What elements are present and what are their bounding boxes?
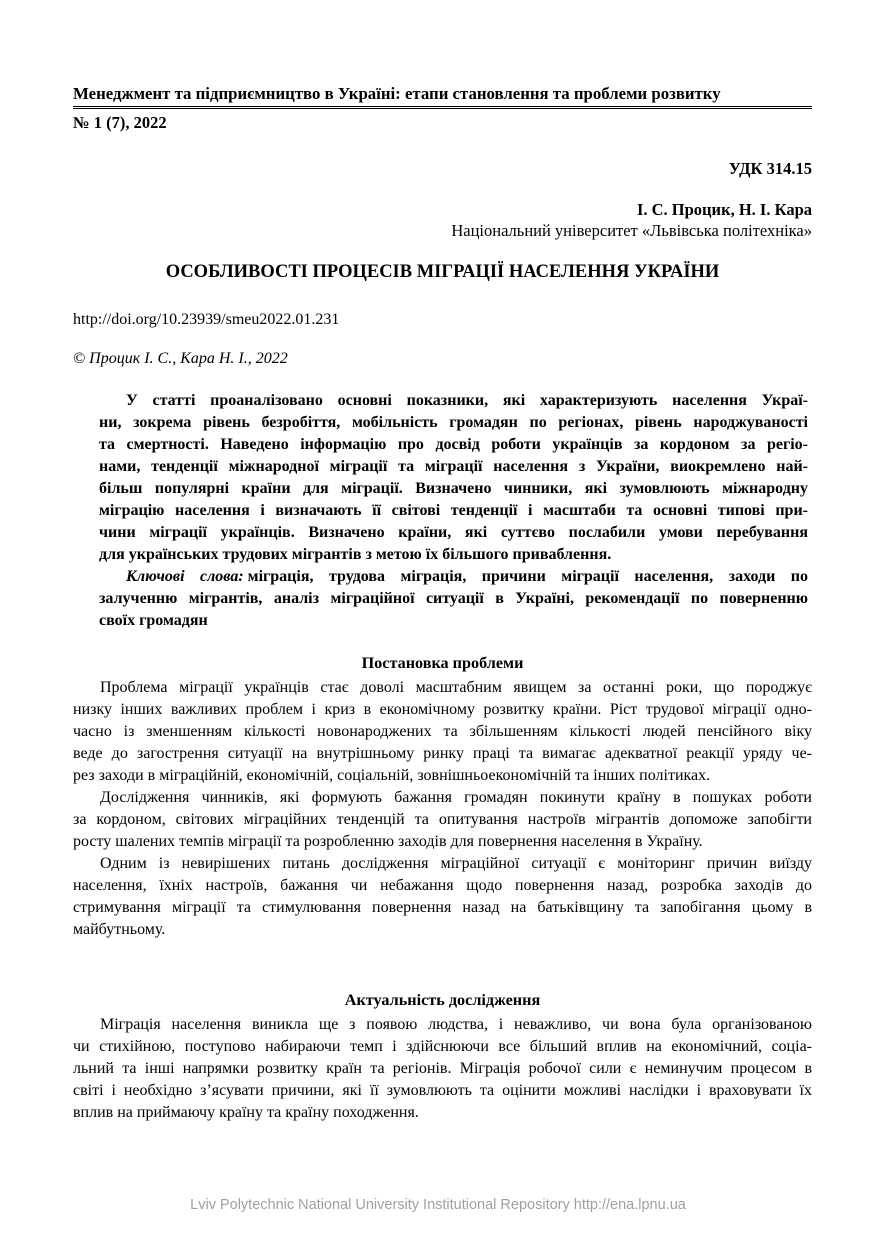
udc-code: УДК 314.15 [728, 159, 812, 178]
text-line: міграцію населення і визначають її світові тенденції і масштаби та основні типові при- [99, 502, 808, 519]
text-line: У статті проаналізовано основні показники, які характеризують населення Украї- [126, 392, 808, 409]
text-line: за кордоном, світових міграційних тенденцій та опитування настроїв мігрантів допоможе запобігти [73, 811, 812, 828]
text-line: часно із зменшенням кількості новонароджених та збільшенням кількості людей пенсійного віку [73, 723, 812, 740]
text-line: та смертності. Наведено інформацію про досвід роботи українців за кордоном за регіо- [99, 436, 808, 453]
abstract [99, 390, 808, 566]
section-research-relevance [73, 989, 812, 1124]
keywords-rest-lines [99, 588, 808, 632]
keywords-first-line [99, 566, 808, 588]
text-line: більш популярні країни для міграції. Визначено чинники, які зумовлюють міжнародну [99, 480, 808, 497]
section-problem-statement [73, 652, 812, 941]
text-line: ни, зокрема рівень безробіття, мобільність громадян по регіонах, рівень народжуваності [99, 414, 808, 431]
text-line: стримування міграції та стимулювання повернення назад на батьківщину та запобігання цьому в [73, 899, 812, 916]
text-line: Міграція населення виникла ще з появою людства, і неважливо, чи вона була організованою [100, 1016, 812, 1033]
text-line: майбутньому. [73, 921, 166, 938]
text-line: росту шалених темпів міграції та розробленню заходів для повернення населення в Україну. [73, 833, 703, 850]
text-line: вплив на приймаючу країну та країну походження. [73, 1104, 419, 1121]
journal-title: Менеджмент та підприємництво в Україні: етапи становлення та проблеми розвитку [73, 84, 721, 103]
text-line: своїх громадян [99, 612, 208, 629]
affiliation: Національний університет «Львівська політехніка» [451, 221, 812, 240]
text-line: залученню мігрантів, аналіз міграційної ситуації в Україні, рекомендації по поверненню [99, 590, 808, 607]
text-line: світі і необхідно з’ясувати причини, які її зумовлюють та оцінити можливі наслідки і враховувати їх [73, 1082, 812, 1099]
text-line: льний та інші напрямки розвитку країн та регіонів. Міграція робочої сили є неминучим процесом в [73, 1060, 812, 1077]
text-line: рез заходи в міграційній, економічній, соціальній, зовнішньоекономічній та інших політиках. [73, 767, 711, 784]
text-line: низку інших важливих проблем і криз в економічному розвитку країни. Ріст трудової міграції одно- [73, 701, 812, 718]
text-line: чини міграції українців. Визначено країни, які суттєво послабили умови перебування [99, 524, 808, 541]
keywords-label: Ключові слова: [126, 568, 244, 585]
copyright-line: © Процик І. С., Кара Н. І., 2022 [73, 350, 288, 367]
text-line: Дослідження чинників, які формують бажання громадян покинути країну в пошуках роботи [100, 789, 812, 806]
keywords [99, 566, 808, 632]
repository-footer: Lviv Polytechnic National University Institutional Repository http://ena.lpnu.ua [190, 1197, 686, 1213]
journal-issue: № 1 (7), 2022 [73, 113, 167, 132]
paragraph [73, 1014, 812, 1124]
authors: І. С. Процик, Н. І. Кара [636, 200, 812, 219]
text-line: населення, їхніх настроїв, бажання чи небажання щодо повернення назад, розробка заходів до [73, 877, 812, 894]
text-line: Одним із невирішених питань дослідження міграційної ситуації є моніторинг причин виїзду [100, 855, 812, 872]
keywords-first-line-text: міграція, трудова міграція, причини міграції населення, заходи по [247, 568, 808, 585]
text-line: чи стихійною, поступово набираючи темп і здійснюючи все більший вплив на економічний, соціа- [73, 1038, 812, 1055]
article-title: ОСОБЛИВОСТІ ПРОЦЕСІВ МІГРАЦІЇ НАСЕЛЕННЯ УКРАЇНИ [165, 262, 720, 282]
text-line: Проблема міграції українців стає доволі масштабним явищем за останні роки, що породжує [100, 679, 812, 696]
text-line: для українських трудових мігрантів з метою їх більшого приваблення. [99, 546, 612, 563]
text-line: нами, тенденції міжнародної міграції та міграції населення з України, виокремлено най- [99, 458, 808, 475]
article-body [73, 652, 812, 1124]
section-heading: Постановка проблеми [361, 654, 524, 672]
text-line: веде до загострення ситуації на внутрішньому ринку праці та вимагає адекватної реакції уряду че- [73, 745, 812, 762]
doi-link[interactable]: http://doi.org/10.23939/smeu2022.01.231 [73, 311, 340, 328]
paragraph [73, 677, 812, 787]
paragraph [73, 853, 812, 941]
paragraph [73, 787, 812, 853]
journal-header [73, 84, 812, 109]
section-heading: Актуальність дослідження [344, 991, 541, 1009]
